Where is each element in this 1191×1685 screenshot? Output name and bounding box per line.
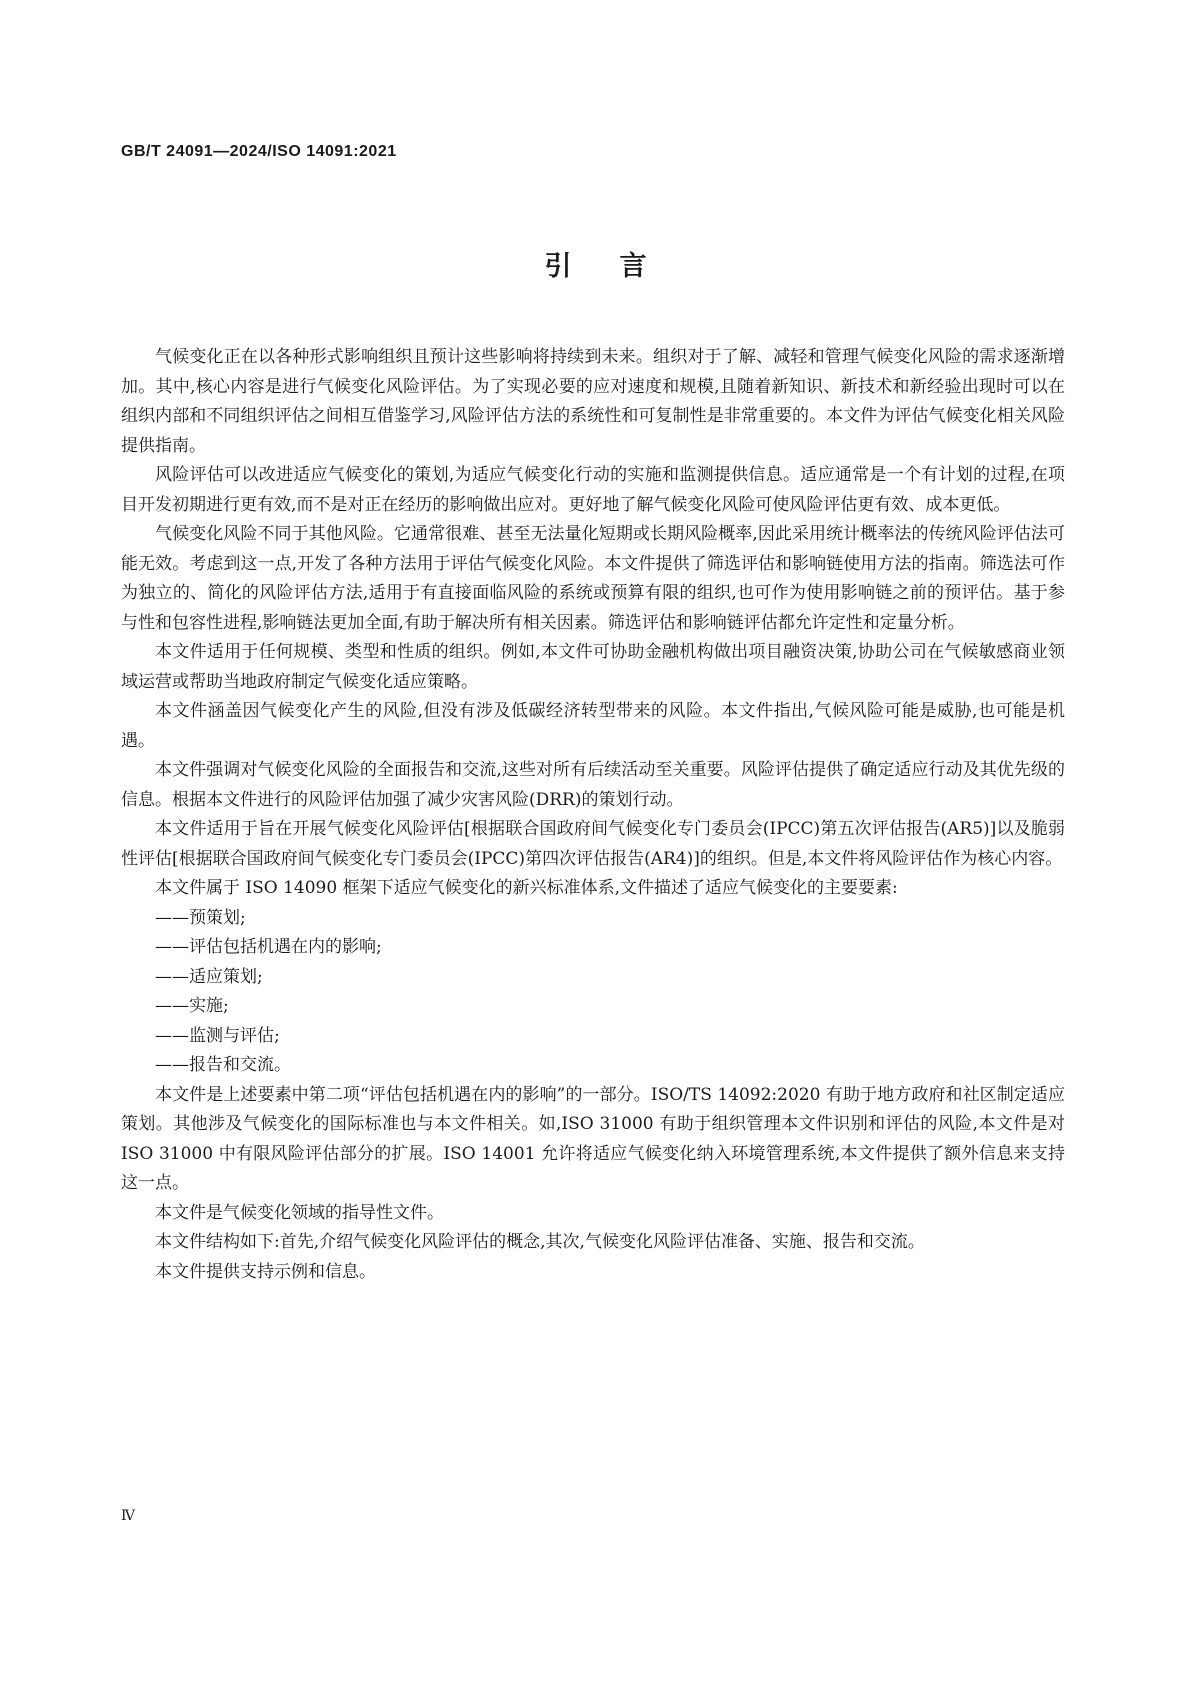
paragraph: 本文件适用于旨在开展气候变化风险评估[根据联合国政府间气候变化专门委员会(IPCC)第五次评估报告(AR5)]以及脆弱性评估[根据联合国政府间气候变化专门委员会(IPCC)第四次评估报告(AR4)]的组织。但是,本文件将风险评估作为核心内容。 xyxy=(121,819,1065,869)
paragraph: 本文件属于 ISO 14090 框架下适应气候变化的新兴标准体系,文件描述了适应气候变化的主要要素: xyxy=(155,878,898,898)
paragraph: 本文件是上述要素中第二项“评估包括机遇在内的影响”的一部分。ISO/TS 14092:2020 有助于地方政府和社区制定适应策划。其他涉及气候变化的国际标准也与本文件相关。如,ISO 31000 有助于组织管理本文件识别和评估的风险,本文件是对 ISO 31000 中有限风险评估部分的扩展。ISO 14001 允许将适应气候变化纳入环境管理系统,本文件提供了额外信息来支持这一点。 xyxy=(121,1084,1065,1193)
paragraph: 气候变化正在以各种形式影响组织且预计这些影响将持续到未来。组织对于了解、减轻和管理气候变化风险的需求逐渐增加。其中,核心内容是进行气候变化风险评估。为了实现必要的应对速度和规模,且随着新知识、新技术和新经验出现时可以在组织内部和不同组织评估之间相互借鉴学习,风险评估方法的系统性和可复制性是非常重要的。本文件为评估气候变化相关风险提供指南。 xyxy=(121,347,1065,456)
standard-number: GB/T 24091—2024/ISO 14091:2021 xyxy=(121,143,397,160)
page-title: 引言 xyxy=(544,251,695,281)
paragraph: 本文件强调对气候变化风险的全面报告和交流,这些对所有后续活动至关重要。风险评估提供了确定适应行动及其优先级的信息。根据本文件进行的风险评估加强了减少灾害风险(DRR)的策划行动。 xyxy=(121,760,1065,810)
paragraph: 本文件涵盖因气候变化产生的风险,但没有涉及低碳经济转型带来的风险。本文件指出,气候风险可能是威胁,也可能是机遇。 xyxy=(121,701,1065,751)
list-item: ——预策划; xyxy=(155,907,246,928)
list-item: ——适应策划; xyxy=(155,966,263,987)
body-text xyxy=(121,343,1065,1287)
list-item: ——报告和交流。 xyxy=(155,1055,291,1075)
paragraph: 本文件提供支持示例和信息。 xyxy=(155,1261,376,1282)
page-number: Ⅳ xyxy=(121,1508,135,1524)
paragraph: 风险评估可以改进适应气候变化的策划,为适应气候变化行动的实施和监测提供信息。适应通常是一个有计划的过程,在项目开发初期进行更有效,而不是对正在经历的影响做出应对。更好地了解气候变化风险可使风险评估更有效、成本更低。 xyxy=(121,465,1065,515)
list-item: ——评估包括机遇在内的影响; xyxy=(155,937,382,957)
paragraph: 本文件结构如下:首先,介绍气候变化风险评估的概念,其次,气候变化风险评估准备、实施、报告和交流。 xyxy=(155,1232,925,1252)
paragraph: 本文件是气候变化领域的指导性文件。 xyxy=(155,1202,444,1223)
list-item: ——实施; xyxy=(155,996,229,1016)
paragraph: 本文件适用于任何规模、类型和性质的组织。例如,本文件可协助金融机构做出项目融资决策,协助公司在气候敏感商业领域运营或帮助当地政府制定气候变化适应策略。 xyxy=(121,642,1065,692)
paragraph: 气候变化风险不同于其他风险。它通常很难、甚至无法量化短期或长期风险概率,因此采用统计概率法的传统风险评估法可能无效。考虑到这一点,开发了各种方法用于评估气候变化风险。本文件提供了筛选评估和影响链使用方法的指南。筛选法可作为独立的、简化的风险评估方法,适用于有直接面临风险的系统或预算有限的组织,也可作为使用影响链之前的预评估。基于参与性和包容性进程,影响链法更加全面,有助于解决所有相关因素。筛选评估和影响链评估都允许定性和定量分析。 xyxy=(121,524,1065,633)
list-item: ——监测与评估; xyxy=(155,1025,280,1046)
